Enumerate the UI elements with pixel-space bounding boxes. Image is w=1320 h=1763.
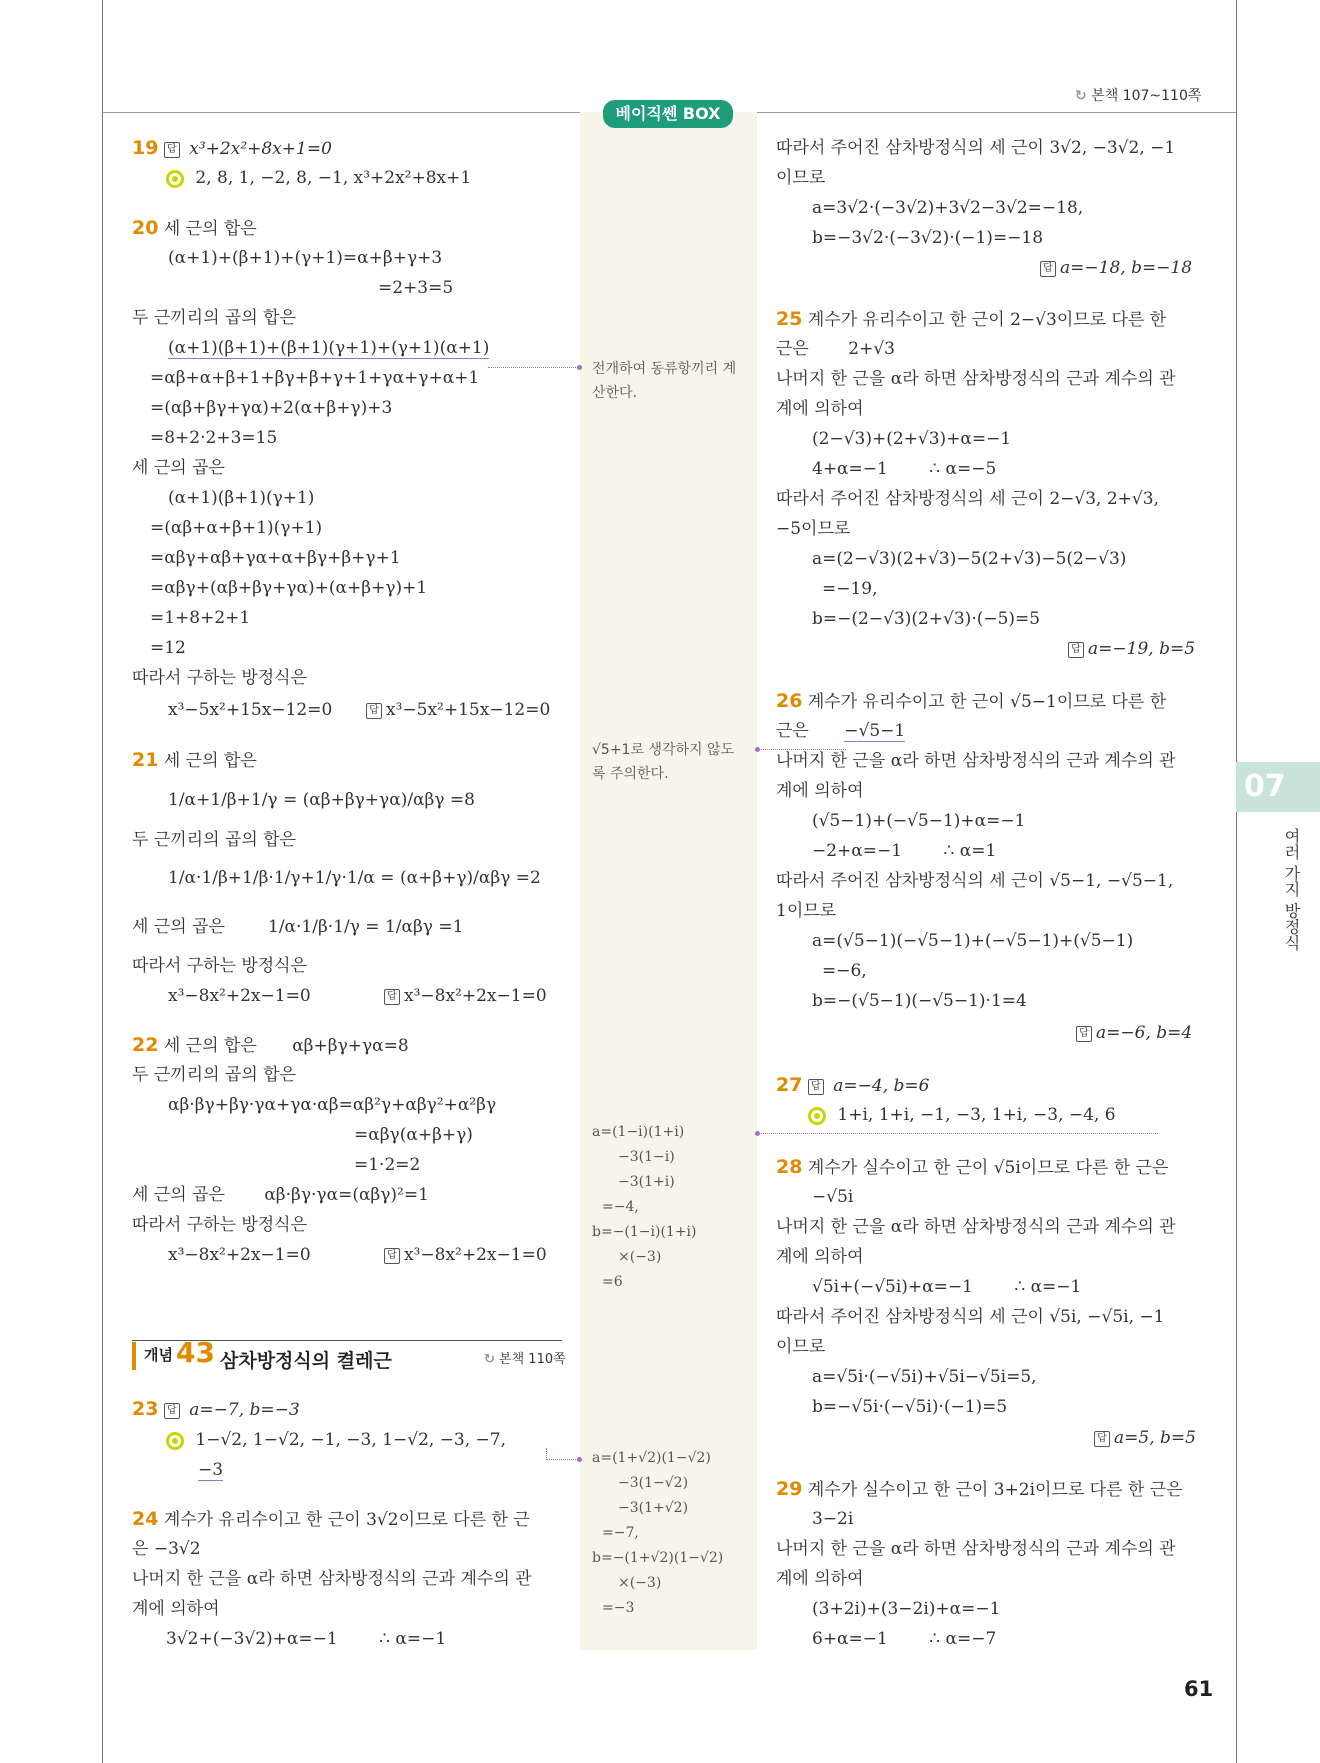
problem-28 [776, 1156, 1168, 1179]
side-math: =−3 [602, 1600, 635, 1616]
math-line: =αβ+α+β+1+βγ+β+γ+1+γα+γ+α+1 [150, 368, 480, 388]
answer-20 [366, 699, 550, 721]
answer-text: a=−4, b=6 [833, 1076, 930, 1096]
math-line: =−19, [822, 579, 878, 599]
section-tag: 개념 [144, 1346, 173, 1364]
math-line: =2+3=5 [378, 278, 454, 298]
side-math: =−4, [602, 1199, 639, 1215]
answer-icon: 답 [1076, 1026, 1092, 1042]
side-math: −3(1+√2) [618, 1500, 689, 1516]
target-icon [166, 1432, 184, 1450]
problem-number: 19 [132, 137, 159, 159]
problem-number: 24 [132, 1508, 159, 1530]
text: 계에 의하여 [776, 399, 864, 419]
side-note: √5+1로 생각하지 않도 [592, 742, 735, 758]
box-label: 베이직쎈 BOX [603, 100, 733, 128]
problem-27 [776, 1074, 929, 1097]
answer-icon: 답 [384, 1248, 400, 1264]
math-line: =αβγ+(αβ+βγ+γα)+(α+β+γ)+1 [150, 578, 428, 598]
answer-icon: 답 [1094, 1431, 1110, 1447]
problem-number: 26 [776, 690, 803, 712]
text [776, 720, 905, 742]
connector-line [758, 1133, 1158, 1134]
right-margin-line [1236, 0, 1237, 1763]
text: 나머지 한 근을 α라 하면 삼차방정식의 근과 계수의 관 [776, 751, 1176, 771]
side-math: ×(−3) [618, 1575, 662, 1591]
connector-dot [577, 1457, 582, 1462]
section-accent [132, 1342, 136, 1370]
text: 두 근끼리의 곱의 합은 [132, 308, 297, 328]
section-ref [484, 1348, 566, 1367]
problem-number: 23 [132, 1398, 159, 1420]
connector-line [546, 1459, 580, 1460]
text: 따라서 구하는 방정식은 [132, 1215, 308, 1235]
text: 나머지 한 근을 α라 하면 삼차방정식의 근과 계수의 관 [776, 369, 1176, 389]
answer-icon: 답 [1040, 261, 1056, 277]
math-line: =(αβ+βγ+γα)+2(α+β+γ)+3 [150, 398, 393, 418]
problem-24 [132, 1508, 530, 1531]
math-line [812, 1276, 1081, 1298]
answer-text: a=−18, b=−18 [1060, 258, 1193, 278]
math-line: (√5−1)+(−√5−1)+α=−1 [812, 811, 1026, 831]
check-values: 1+i, 1+i, −1, −3, 1+i, −3, −4, 6 [837, 1105, 1116, 1125]
side-math: ×(−3) [618, 1249, 662, 1265]
text: 세 근의 합은 [163, 1036, 257, 1056]
problem-26 [776, 690, 1166, 713]
text: 계수가 실수이고 한 근이 √5i이므로 다른 한 근은 [807, 1158, 1169, 1178]
side-math: a=(1−i)(1+i) [592, 1124, 685, 1140]
math-line: −√5i [812, 1187, 854, 1207]
text: 따라서 구하는 방정식은 [132, 956, 308, 976]
side-note: 전개하여 동류항끼리 계 [592, 361, 737, 377]
refresh-icon: ↻ [1075, 88, 1087, 104]
side-note: 록 주의한다. [592, 766, 669, 782]
side-note: 산한다. [592, 385, 638, 401]
text: 계수가 유리수이고 한 근이 2−√3이므로 다른 한 [807, 310, 1167, 330]
side-math: =6 [602, 1274, 623, 1290]
check-line-23 [166, 1429, 506, 1451]
math: ∴ α=−7 [929, 1629, 997, 1649]
text: 1이므로 [776, 901, 837, 921]
math-line: αβ·βγ+βγ·γα+γα·αβ=αβ²γ+αβγ²+α²βγ [168, 1095, 497, 1115]
math-line: b=−3√2·(−3√2)·(−1)=−18 [812, 228, 1044, 248]
problem-number: 20 [132, 217, 159, 239]
text: 나머지 한 근을 α라 하면 삼차방정식의 근과 계수의 관 [776, 1539, 1176, 1559]
side-math: b=−(1−i)(1+i) [592, 1224, 697, 1240]
text [776, 338, 895, 360]
text: 계수가 유리수이고 한 근이 3√2이므로 다른 한 근 [163, 1510, 530, 1530]
check-values: 1−√2, 1−√2, −1, −3, 1−√2, −3, −7, [195, 1430, 507, 1450]
chapter-title: 여러 가지 방정식 [1282, 828, 1301, 951]
problem-22 [132, 1034, 409, 1057]
answer-icon: 답 [808, 1079, 824, 1095]
section-ref-text: 본책 110쪽 [499, 1352, 566, 1367]
text: 계수가 실수이고 한 근이 3+2i이므로 다른 한 근은 [807, 1480, 1183, 1500]
math: ∴ α=−1 [379, 1629, 447, 1649]
problem-23 [132, 1398, 300, 1421]
math: αβ·βγ·γα=(αβγ)²=1 [264, 1185, 429, 1205]
text [132, 1184, 429, 1206]
fraction-line: 1/α·1/β·1/γ = 1/αβγ =1 [268, 917, 464, 937]
check-values: −3 [198, 1460, 224, 1480]
math-line: 3−2i [812, 1509, 854, 1529]
math: 4+α=−1 [812, 459, 888, 479]
math-line: =1+8+2+1 [150, 608, 251, 628]
problem-number: 28 [776, 1156, 803, 1178]
math-line: =8+2·2+3=15 [150, 428, 278, 448]
text: 이므로 [776, 1337, 826, 1357]
problem-number: 29 [776, 1478, 803, 1500]
math: √5i+(−√5i)+α=−1 [812, 1277, 973, 1297]
text: 따라서 주어진 삼차방정식의 세 근이 √5i, −√5i, −1 [776, 1307, 1165, 1327]
answer-icon: 답 [366, 703, 382, 719]
problem-29 [776, 1478, 1183, 1501]
connector-dot [577, 365, 582, 370]
section-title: 삼차방정식의 켤레근 [220, 1350, 392, 1372]
text-label: 근은 [776, 721, 809, 741]
answer-text: a=−7, b=−3 [189, 1400, 300, 1420]
math-line: (3+2i)+(3−2i)+α=−1 [812, 1599, 1001, 1619]
math: 6+α=−1 [812, 1629, 888, 1649]
text: −5이므로 [776, 519, 851, 539]
text: 두 근끼리의 곱의 합은 [132, 1065, 297, 1085]
problem-19 [132, 137, 332, 160]
refresh-icon: ↻ [484, 1352, 495, 1367]
math-line: (α+1)(β+1)(γ+1) [168, 488, 315, 508]
answer-28 [1094, 1427, 1196, 1449]
math: ∴ α=−1 [1014, 1277, 1082, 1297]
side-math: −3(1−i) [618, 1149, 675, 1165]
answer-icon: 답 [164, 1403, 180, 1419]
side-math: =−7, [602, 1525, 639, 1541]
math: αβ+βγ+γα=8 [292, 1036, 409, 1056]
answer-icon: 답 [164, 142, 180, 158]
check-line-27 [808, 1104, 1116, 1126]
problem-21 [132, 749, 257, 772]
text: 따라서 주어진 삼차방정식의 세 근이 2−√3, 2+√3, [776, 489, 1159, 509]
math-line [812, 1628, 996, 1650]
sidebar-box-column [580, 112, 757, 1650]
text: 두 근끼리의 곱의 합은 [132, 830, 297, 850]
math-line: =12 [150, 638, 186, 658]
math-line: b=−√5i·(−√5i)·(−1)=5 [812, 1397, 1008, 1417]
answer-text: x³−8x²+2x−1=0 [404, 986, 547, 1006]
math-line: a=(2−√3)(2+√3)−5(2+√3)−5(2−√3) [812, 549, 1127, 569]
text: 따라서 구하는 방정식은 [132, 668, 308, 688]
answer-text: a=−19, b=5 [1088, 639, 1196, 659]
math-line [166, 1628, 446, 1650]
math-line [812, 840, 996, 862]
text: 세 근의 곱은 [132, 458, 225, 478]
math-line: x³−8x²+2x−1=0 [168, 1245, 311, 1265]
math-line: =αβγ(α+β+γ) [354, 1125, 473, 1145]
text: 계에 의하여 [132, 1599, 220, 1619]
header-ref [1075, 85, 1201, 105]
fraction-line: 1/α·1/β+1/β·1/γ+1/γ·1/α = (α+β+γ)/αβγ =2 [168, 868, 541, 888]
math-line: a=3√2·(−3√2)+3√2−3√2=−18, [812, 198, 1084, 218]
math-line: b=−(2−√3)(2+√3)·(−5)=5 [812, 609, 1041, 629]
fraction-line: 1/α+1/β+1/γ = (αβ+βγ+γα)/αβγ =8 [168, 790, 475, 810]
answer-22 [384, 1244, 547, 1266]
answer-21 [384, 985, 547, 1007]
text: 세 근의 합은 [163, 751, 257, 771]
answer-text: a=5, b=5 [1114, 1428, 1196, 1448]
problem-number: 25 [776, 308, 803, 330]
connector-dot [755, 1131, 760, 1136]
page-number: 61 [1184, 1677, 1214, 1701]
text: 따라서 주어진 삼차방정식의 세 근이 √5−1, −√5−1, [776, 871, 1174, 891]
text: 나머지 한 근을 α라 하면 삼차방정식의 근과 계수의 관 [776, 1217, 1176, 1237]
side-math: −3(1+i) [618, 1174, 675, 1190]
answer-text: x³−5x²+15x−12=0 [386, 700, 551, 720]
answer-24 [1040, 257, 1192, 279]
text: 세 근의 곱은 [132, 917, 225, 937]
problem-25 [776, 308, 1166, 331]
answer-text: x³+2x²+8x+1=0 [189, 139, 332, 159]
answer-text: a=−6, b=4 [1096, 1023, 1193, 1043]
check-line-23b [198, 1459, 223, 1481]
underlined-math: (α+1)(β+1)+(β+1)(γ+1)+(γ+1)(α+1) [168, 338, 490, 358]
text: 계수가 유리수이고 한 근이 √5−1이므로 다른 한 [807, 692, 1167, 712]
answer-25 [1068, 638, 1195, 660]
target-icon [808, 1107, 826, 1125]
side-math: −3(1−√2) [618, 1475, 689, 1491]
connector-line [488, 367, 580, 368]
math-line: a=√5i·(−√5i)+√5i−√5i=5, [812, 1367, 1037, 1387]
answer-text: x³−8x²+2x−1=0 [404, 1245, 547, 1265]
underlined-math: −√5−1 [844, 721, 906, 741]
math-line: (α+1)+(β+1)+(γ+1)=α+β+γ+3 [168, 248, 443, 268]
problem-number: 27 [776, 1074, 803, 1096]
text: 계에 의하여 [776, 1569, 864, 1589]
answer-icon: 답 [384, 989, 400, 1005]
problem-number: 21 [132, 749, 159, 771]
math-line [812, 458, 996, 480]
math-line: a=(√5−1)(−√5−1)+(−√5−1)+(√5−1) [812, 931, 1134, 951]
text: 이므로 [776, 168, 826, 188]
side-math: b=−(1+√2)(1−√2) [592, 1550, 724, 1566]
left-margin-line [102, 0, 103, 1763]
math: −2+α=−1 [812, 841, 903, 861]
math-line: =−6, [822, 961, 867, 981]
side-math: a=(1+√2)(1−√2) [592, 1450, 711, 1466]
header-ref-text: 본책 107~110쪽 [1091, 88, 1202, 104]
text: 은 −3√2 [132, 1539, 201, 1559]
check-line-19 [166, 167, 471, 189]
section-number: 43 [176, 1336, 215, 1369]
target-icon [166, 170, 184, 188]
problem-number: 22 [132, 1034, 159, 1056]
answer-icon: 답 [1068, 642, 1084, 658]
answer-26 [1076, 1022, 1192, 1044]
math-line [168, 337, 489, 359]
math-line: x³−8x²+2x−1=0 [168, 986, 311, 1006]
math: 3√2+(−3√2)+α=−1 [166, 1629, 338, 1649]
math-line: =αβγ+αβ+γα+α+βγ+β+γ+1 [150, 548, 401, 568]
math: ∴ α=1 [943, 841, 997, 861]
math-line: b=−(√5−1)(−√5−1)·1=4 [812, 991, 1027, 1011]
math-line: (2−√3)+(2+√3)+α=−1 [812, 429, 1012, 449]
text: 계에 의하여 [776, 781, 864, 801]
text: 나머지 한 근을 α라 하면 삼차방정식의 근과 계수의 관 [132, 1569, 532, 1589]
math-line: x³−5x²+15x−12=0 [168, 700, 333, 720]
math-line: =1·2=2 [354, 1155, 421, 1175]
text: 따라서 주어진 삼차방정식의 세 근이 3√2, −3√2, −1 [776, 138, 1176, 158]
text-label: 근은 [776, 339, 809, 359]
math: 2+√3 [848, 339, 895, 359]
check-values: 2, 8, 1, −2, 8, −1, x³+2x²+8x+1 [195, 168, 472, 188]
text: 계에 의하여 [776, 1247, 864, 1267]
text-label: 세 근의 곱은 [132, 1185, 225, 1205]
math-line: =(αβ+α+β+1)(γ+1) [150, 518, 323, 538]
chapter-number: 07 [1236, 762, 1320, 812]
math: ∴ α=−5 [929, 459, 997, 479]
text: 세 근의 합은 [163, 219, 257, 239]
problem-20 [132, 217, 257, 240]
